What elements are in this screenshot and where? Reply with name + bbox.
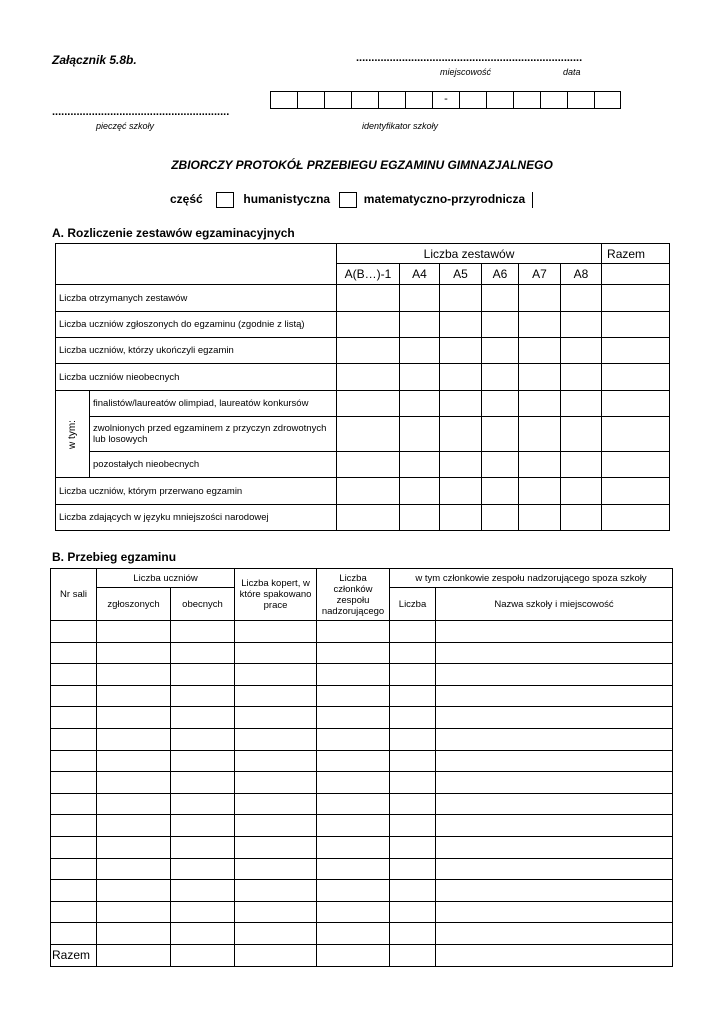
- document-title: ZBIORCZY PROTOKÓŁ PRZEBIEGU EGZAMINU GIMNAZJALNEGO: [171, 158, 553, 172]
- input-cell[interactable]: [602, 364, 670, 391]
- input-cell[interactable]: [235, 901, 317, 923]
- input-cell[interactable]: [97, 793, 171, 815]
- input-cell[interactable]: [317, 642, 390, 664]
- input-cell[interactable]: [51, 923, 97, 945]
- school-id-cell[interactable]: [324, 91, 351, 109]
- sets-col-header: A4: [400, 264, 440, 285]
- input-cell[interactable]: [337, 478, 400, 505]
- input-cell[interactable]: [482, 338, 519, 364]
- section-a-heading: A. Rozliczenie zestawów egzaminacyjnych: [52, 226, 295, 240]
- total-row: [51, 944, 673, 966]
- input-cell[interactable]: [235, 664, 317, 686]
- row-label: Liczba uczniów, którzy ukończyli egzamin: [56, 338, 337, 364]
- stamp-line[interactable]: ..........................................................: [52, 106, 230, 118]
- col-room: Nr sali: [51, 569, 97, 621]
- col-members: Liczba członków zespołu nadzorującego: [317, 569, 390, 621]
- input-cell[interactable]: [400, 391, 440, 417]
- input-cell[interactable]: [390, 707, 436, 729]
- input-cell[interactable]: [519, 338, 561, 364]
- input-cell[interactable]: [436, 728, 673, 750]
- col-school: Nazwa szkoły i miejscowość: [436, 588, 673, 621]
- input-cell[interactable]: [235, 750, 317, 772]
- table-row: [56, 505, 670, 531]
- input-cell[interactable]: [519, 505, 561, 531]
- place-label: miejscowość: [440, 67, 492, 77]
- input-cell[interactable]: [317, 621, 390, 643]
- col-count: Liczba: [390, 588, 436, 621]
- input-cell[interactable]: [171, 707, 235, 729]
- table-row: [51, 664, 673, 686]
- table-row: [51, 880, 673, 902]
- row-label: Liczba uczniów, którym przerwano egzamin: [56, 478, 337, 505]
- input-cell[interactable]: [97, 728, 171, 750]
- input-cell[interactable]: [337, 452, 400, 478]
- input-cell[interactable]: [482, 452, 519, 478]
- part-label: część: [170, 192, 203, 207]
- input-cell[interactable]: [97, 664, 171, 686]
- input-cell[interactable]: [337, 364, 400, 391]
- input-cell[interactable]: [482, 505, 519, 531]
- input-cell[interactable]: [440, 338, 482, 364]
- input-cell[interactable]: [51, 836, 97, 858]
- col-envelopes: Liczba kopert, w które spakowano prace: [235, 569, 317, 621]
- input-cell[interactable]: [482, 478, 519, 505]
- input-cell[interactable]: [97, 685, 171, 707]
- school-id-cell[interactable]: [594, 91, 621, 109]
- input-cell[interactable]: [97, 901, 171, 923]
- table-row: [51, 836, 673, 858]
- table-row: [56, 391, 670, 417]
- input-cell[interactable]: [51, 621, 97, 643]
- input-cell[interactable]: [171, 750, 235, 772]
- input-cell[interactable]: [390, 923, 436, 945]
- place-date-line[interactable]: ..........................................................................: [356, 52, 583, 64]
- input-cell[interactable]: [171, 642, 235, 664]
- table-row: [51, 685, 673, 707]
- input-cell[interactable]: [51, 815, 97, 837]
- input-cell[interactable]: [317, 923, 390, 945]
- input-cell[interactable]: [482, 391, 519, 417]
- input-cell[interactable]: [440, 391, 482, 417]
- input-cell[interactable]: [561, 285, 602, 312]
- input-cell[interactable]: [51, 750, 97, 772]
- school-id-cell[interactable]: [540, 91, 567, 109]
- sets-col-header: A7: [519, 264, 561, 285]
- table-row: [51, 793, 673, 815]
- input-cell[interactable]: [519, 391, 561, 417]
- input-cell[interactable]: [519, 285, 561, 312]
- input-cell[interactable]: [235, 923, 317, 945]
- input-cell[interactable]: [97, 772, 171, 794]
- input-cell[interactable]: [400, 505, 440, 531]
- input-cell[interactable]: [440, 417, 482, 452]
- table-row: [51, 901, 673, 923]
- input-cell[interactable]: [436, 664, 673, 686]
- input-cell[interactable]: [317, 750, 390, 772]
- in-that-cell: [56, 391, 90, 478]
- input-cell[interactable]: [235, 642, 317, 664]
- input-cell[interactable]: [51, 772, 97, 794]
- table-row: [51, 815, 673, 837]
- col-registered: zgłoszonych: [97, 588, 171, 621]
- input-cell[interactable]: [390, 858, 436, 880]
- input-cell[interactable]: [561, 312, 602, 338]
- row-label: Liczba zdających w języku mniejszości narodowej: [56, 505, 337, 531]
- input-cell[interactable]: [482, 364, 519, 391]
- input-cell[interactable]: [317, 793, 390, 815]
- input-cell[interactable]: [171, 728, 235, 750]
- input-cell[interactable]: [97, 944, 171, 966]
- input-cell[interactable]: [317, 664, 390, 686]
- col-students: Liczba uczniów: [97, 569, 235, 588]
- input-cell[interactable]: [317, 815, 390, 837]
- input-cell[interactable]: [171, 793, 235, 815]
- input-cell[interactable]: [436, 836, 673, 858]
- input-cell[interactable]: [390, 621, 436, 643]
- section-b-heading: B. Przebieg egzaminu: [52, 550, 177, 564]
- input-cell[interactable]: [400, 478, 440, 505]
- input-cell[interactable]: [436, 685, 673, 707]
- input-cell[interactable]: [171, 621, 235, 643]
- row-label: pozostałych nieobecnych: [90, 452, 337, 478]
- input-cell[interactable]: [440, 312, 482, 338]
- input-cell[interactable]: [390, 880, 436, 902]
- input-cell[interactable]: [436, 750, 673, 772]
- input-cell[interactable]: [317, 728, 390, 750]
- sets-corner-cell: [56, 244, 337, 285]
- table-row: [51, 707, 673, 729]
- input-cell[interactable]: [51, 901, 97, 923]
- input-cell[interactable]: [440, 478, 482, 505]
- row-label: Liczba otrzymanych zestawów: [56, 285, 337, 312]
- input-cell[interactable]: [400, 417, 440, 452]
- input-cell[interactable]: [390, 664, 436, 686]
- input-cell[interactable]: [235, 858, 317, 880]
- row-label: zwolnionych przed egzaminem z przyczyn zdrowotnych lub losowych: [90, 417, 337, 452]
- input-cell[interactable]: [436, 815, 673, 837]
- table-row: [56, 478, 670, 505]
- school-id-cell[interactable]: [459, 91, 486, 109]
- input-cell[interactable]: [390, 836, 436, 858]
- input-cell[interactable]: [561, 391, 602, 417]
- input-cell[interactable]: [235, 793, 317, 815]
- input-cell[interactable]: [51, 707, 97, 729]
- input-cell[interactable]: [317, 901, 390, 923]
- input-cell[interactable]: [390, 944, 436, 966]
- input-cell[interactable]: [390, 750, 436, 772]
- table-row: [56, 417, 670, 452]
- stamp-label: pieczęć szkoły: [96, 121, 155, 131]
- input-cell[interactable]: [400, 452, 440, 478]
- school-id-dash: -: [432, 91, 459, 109]
- input-cell[interactable]: [337, 417, 400, 452]
- input-cell[interactable]: [602, 452, 670, 478]
- school-id-cell[interactable]: [378, 91, 405, 109]
- school-id-cell[interactable]: [297, 91, 324, 109]
- input-cell[interactable]: [337, 312, 400, 338]
- input-cell[interactable]: [390, 793, 436, 815]
- input-cell[interactable]: [436, 923, 673, 945]
- sets-col-header: A(B…)-1: [337, 264, 400, 285]
- input-cell[interactable]: [235, 728, 317, 750]
- input-cell[interactable]: [440, 285, 482, 312]
- input-cell[interactable]: [400, 338, 440, 364]
- col-outside: w tym członkowie zespołu nadzorującego spoza szkoły: [390, 569, 673, 588]
- input-cell[interactable]: [317, 858, 390, 880]
- school-id-cell[interactable]: [351, 91, 378, 109]
- input-cell[interactable]: [235, 685, 317, 707]
- input-cell[interactable]: [51, 685, 97, 707]
- input-cell[interactable]: [400, 312, 440, 338]
- input-cell[interactable]: [482, 312, 519, 338]
- input-cell[interactable]: [235, 944, 317, 966]
- input-cell[interactable]: [390, 901, 436, 923]
- input-cell[interactable]: [561, 364, 602, 391]
- table-row: [56, 452, 670, 478]
- input-cell[interactable]: [436, 858, 673, 880]
- input-cell[interactable]: [51, 642, 97, 664]
- input-cell[interactable]: [390, 728, 436, 750]
- input-cell[interactable]: [602, 312, 670, 338]
- input-cell[interactable]: [602, 417, 670, 452]
- row-label: Liczba uczniów nieobecnych: [56, 364, 337, 391]
- sets-col-total: Razem: [602, 244, 670, 264]
- school-id-cell[interactable]: [486, 91, 513, 109]
- exam-course-table: [50, 568, 673, 967]
- input-cell[interactable]: [235, 815, 317, 837]
- date-label: data: [563, 67, 581, 77]
- input-cell[interactable]: [97, 621, 171, 643]
- row-label: Liczba uczniów zgłoszonych do egzaminu (zgodnie z listą): [56, 312, 337, 338]
- input-cell[interactable]: [436, 793, 673, 815]
- input-cell[interactable]: [235, 880, 317, 902]
- humanistic-label: humanistyczna: [243, 192, 331, 207]
- humanistic-checkbox[interactable]: [216, 192, 234, 208]
- table-row: [51, 772, 673, 794]
- sets-table: [55, 243, 670, 531]
- input-cell[interactable]: [51, 793, 97, 815]
- input-cell[interactable]: [337, 338, 400, 364]
- table-row: [51, 750, 673, 772]
- sets-col-header: A6: [482, 264, 519, 285]
- input-cell[interactable]: [171, 815, 235, 837]
- input-cell[interactable]: [97, 880, 171, 902]
- input-cell[interactable]: [235, 621, 317, 643]
- input-cell[interactable]: [51, 880, 97, 902]
- input-cell[interactable]: [317, 707, 390, 729]
- school-id-cell[interactable]: [270, 91, 297, 109]
- input-cell[interactable]: [482, 417, 519, 452]
- input-cell[interactable]: [436, 707, 673, 729]
- math-science-checkbox[interactable]: [339, 192, 357, 208]
- input-cell[interactable]: [235, 836, 317, 858]
- input-cell[interactable]: [171, 664, 235, 686]
- input-cell[interactable]: [561, 452, 602, 478]
- input-cell[interactable]: [602, 505, 670, 531]
- input-cell[interactable]: [97, 750, 171, 772]
- part-selection: [170, 192, 533, 208]
- input-cell[interactable]: [519, 364, 561, 391]
- input-cell[interactable]: [602, 285, 670, 312]
- input-cell[interactable]: [440, 364, 482, 391]
- total-label: Razem: [51, 944, 97, 966]
- sets-col-header: A5: [440, 264, 482, 285]
- table-row: [56, 364, 670, 391]
- input-cell[interactable]: [51, 858, 97, 880]
- table-row: [56, 338, 670, 364]
- school-id-boxes[interactable]: [270, 91, 621, 109]
- part-end-line: [532, 192, 533, 208]
- input-cell[interactable]: [51, 664, 97, 686]
- math-science-label: matematyczno-przyrodnicza: [363, 192, 526, 207]
- input-cell[interactable]: [317, 944, 390, 966]
- input-cell[interactable]: [235, 772, 317, 794]
- input-cell[interactable]: [519, 478, 561, 505]
- col-present: obecnych: [171, 588, 235, 621]
- input-cell[interactable]: [171, 944, 235, 966]
- input-cell[interactable]: [482, 285, 519, 312]
- in-that-label: w tym:: [67, 419, 78, 449]
- input-cell[interactable]: [440, 505, 482, 531]
- table-row: [51, 642, 673, 664]
- table-row: [51, 923, 673, 945]
- table-row: [51, 621, 673, 643]
- school-id-cell[interactable]: [567, 91, 594, 109]
- input-cell[interactable]: [97, 923, 171, 945]
- input-cell[interactable]: [171, 880, 235, 902]
- sets-total-header-cell: [602, 264, 670, 285]
- table-row: [51, 728, 673, 750]
- input-cell[interactable]: [440, 452, 482, 478]
- school-id-cell[interactable]: [513, 91, 540, 109]
- input-cell[interactable]: [317, 772, 390, 794]
- input-cell[interactable]: [317, 836, 390, 858]
- input-cell[interactable]: [171, 858, 235, 880]
- school-id-label: identyfikator szkoły: [362, 121, 439, 131]
- input-cell[interactable]: [436, 901, 673, 923]
- input-cell[interactable]: [317, 880, 390, 902]
- input-cell[interactable]: [436, 642, 673, 664]
- input-cell[interactable]: [390, 772, 436, 794]
- sets-col-header: A8: [561, 264, 602, 285]
- input-cell[interactable]: [171, 836, 235, 858]
- input-cell[interactable]: [602, 478, 670, 505]
- input-cell[interactable]: [436, 772, 673, 794]
- table-row: [56, 285, 670, 312]
- input-cell[interactable]: [171, 901, 235, 923]
- input-cell[interactable]: [436, 880, 673, 902]
- input-cell[interactable]: [436, 621, 673, 643]
- input-cell[interactable]: [602, 338, 670, 364]
- input-cell[interactable]: [97, 707, 171, 729]
- school-id-cell[interactable]: [405, 91, 432, 109]
- input-cell[interactable]: [97, 858, 171, 880]
- input-cell[interactable]: [561, 417, 602, 452]
- input-cell[interactable]: [97, 836, 171, 858]
- input-cell[interactable]: [317, 685, 390, 707]
- input-cell[interactable]: [561, 505, 602, 531]
- input-cell[interactable]: [97, 642, 171, 664]
- input-cell[interactable]: [519, 452, 561, 478]
- input-cell[interactable]: [602, 391, 670, 417]
- table-row: [56, 312, 670, 338]
- input-cell[interactable]: [337, 391, 400, 417]
- input-cell[interactable]: [171, 772, 235, 794]
- input-cell[interactable]: [97, 815, 171, 837]
- attachment-label: Załącznik 5.8b.: [52, 53, 137, 67]
- input-cell[interactable]: [390, 815, 436, 837]
- input-cell[interactable]: [561, 338, 602, 364]
- input-cell[interactable]: [561, 478, 602, 505]
- input-cell[interactable]: [235, 707, 317, 729]
- row-label: finalistów/laureatów olimpiad, laureatów konkursów: [90, 391, 337, 417]
- input-cell[interactable]: [436, 944, 673, 966]
- input-cell[interactable]: [171, 685, 235, 707]
- input-cell[interactable]: [519, 417, 561, 452]
- input-cell[interactable]: [390, 642, 436, 664]
- input-cell[interactable]: [51, 728, 97, 750]
- sets-col-group: Liczba zestawów: [337, 244, 602, 264]
- input-cell[interactable]: [519, 312, 561, 338]
- input-cell[interactable]: [337, 505, 400, 531]
- table-row: [51, 858, 673, 880]
- input-cell[interactable]: [400, 364, 440, 391]
- input-cell[interactable]: [400, 285, 440, 312]
- input-cell[interactable]: [390, 685, 436, 707]
- input-cell[interactable]: [337, 285, 400, 312]
- input-cell[interactable]: [171, 923, 235, 945]
